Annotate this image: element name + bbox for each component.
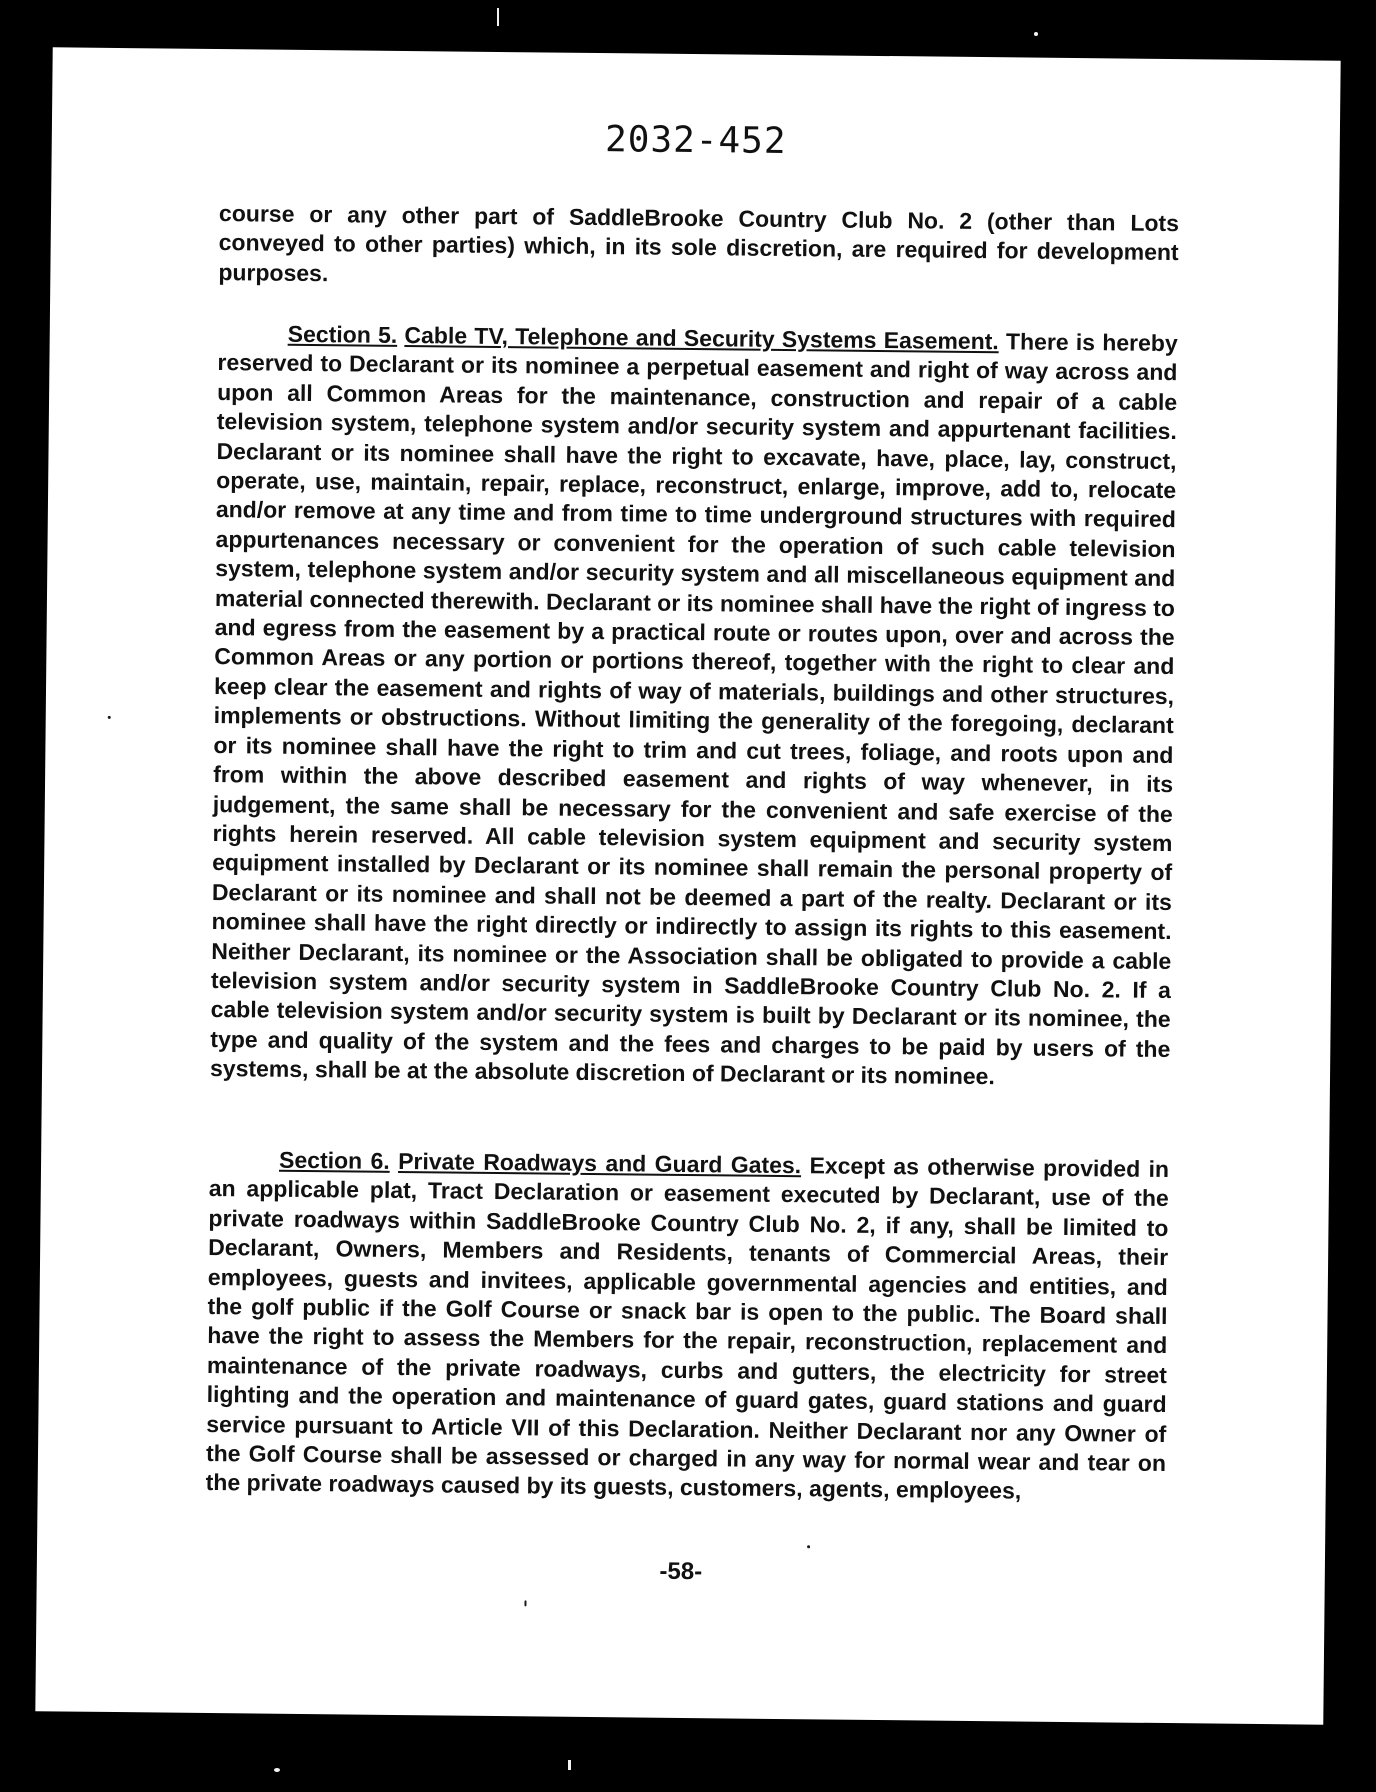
paragraph-continuation <box>218 199 1179 297</box>
paragraph-text: course or any other part of SaddleBrooke Country Club No. 2 (other than Lots conveyed to other parties) which, in its sole discretion, are required for development purposes. <box>218 200 1180 287</box>
paragraph-indent <box>209 1167 279 1168</box>
section-5-heading: Section 5. <box>287 320 398 348</box>
section-6-body: Except as otherwise provided in an applicable plat, Tract Declaration or easement executed by Declarant, use of the private roadways within SaddleBrooke Country Club No. 2, if any, shall be limited to Declarant, Owners, Members and Residents, tenants of Commercial Areas, their employees, guests and invitees, applicable governmental agencies and entities, and the golf public if the Golf Course or snack bar is open to the public. The Board shall have the right to assess the Members for the repair, reconstruction, replacement and maintenance of the private roadways, curbs and gutters, the electricity for street lighting and the operation and maintenance of guard gates, guard stations and guard service pursuant to Article VII of this Declaration. Neither Declarant nor any Owner of the Golf Course shall be assessed or charged in any way for normal wear and tear on the private roadways caused by its guests, customers, agents, employees, <box>205 1152 1170 1504</box>
document-number: 2032-452 <box>604 119 787 162</box>
scan-speck <box>524 1600 526 1606</box>
section-5-paragraph <box>210 319 1178 1094</box>
section-5-title: Cable TV, Telephone and Security Systems Easement. <box>404 322 999 355</box>
section-5-body: There is hereby reserved to Declarant or its nominee a perpetual easement and right of way across and upon all Common Areas for the maintenance, construction and repair of a cable television system, telephone system and/or security system and appurtenant facilities. Declarant or its nominee shall have the right to excavate, have, place, lay, construct, operate, use, maintain, repair, replace, reconstruct, enlarge, improve, add to, relocate and/or remove at any time and from time to time underground structures with required appurtenances necessary or convenient for the operation of such cable television system, telephone system and/or security system and all miscellaneous equipment and material connected therewith. Declarant or its nominee shall have the right of ingress to and egress from the easement by a practical route or routes upon, over and across the Common Areas or any portion or portions thereof, together with the right to clear and keep clear the easement and rights of way of materials, buildings and other structures, implements or obstructions. Without limiting the generality of the foregoing, declarant or its nominee shall have the right to trim and cut trees, foliage, and roots upon and from within the above described easement and rights of way whenever, in its judgement, the same shall be necessary for the convenient and safe exercise of the rights herein reserved. All cable television system equipment and security system equipment installed by Declarant or its nominee shall remain the personal property of Declarant or its nominee and shall not be deemed a part of the realty. Declarant or its nominee shall have the right directly or indirectly to assign its rights to this easement. Neither Declarant, its nominee or the Association shall be obligated to provide a cable television system and/or security system in SaddleBrooke Country Club No. 2. If a cable television system and/or security system is built by Declarant or its nominee, the type and quality of the system and the fees and charges to be paid by users of the systems, shall be at the absolute discretion of Declarant or its nominee. <box>209 328 1178 1090</box>
scan-artifact <box>568 1760 571 1770</box>
section-6-paragraph <box>206 1145 1170 1508</box>
scan-artifact <box>1034 32 1038 36</box>
paragraph-indent <box>218 341 288 342</box>
scanned-page <box>35 47 1340 1724</box>
page-number: -58- <box>659 1557 703 1586</box>
scan-artifact <box>274 1768 280 1772</box>
section-6-title: Private Roadways and Guard Gates. <box>398 1147 802 1179</box>
scan-speck <box>108 716 111 719</box>
section-6-heading: Section 6. <box>278 1146 390 1174</box>
scan-artifact <box>497 8 499 26</box>
scan-speck <box>807 1545 810 1548</box>
